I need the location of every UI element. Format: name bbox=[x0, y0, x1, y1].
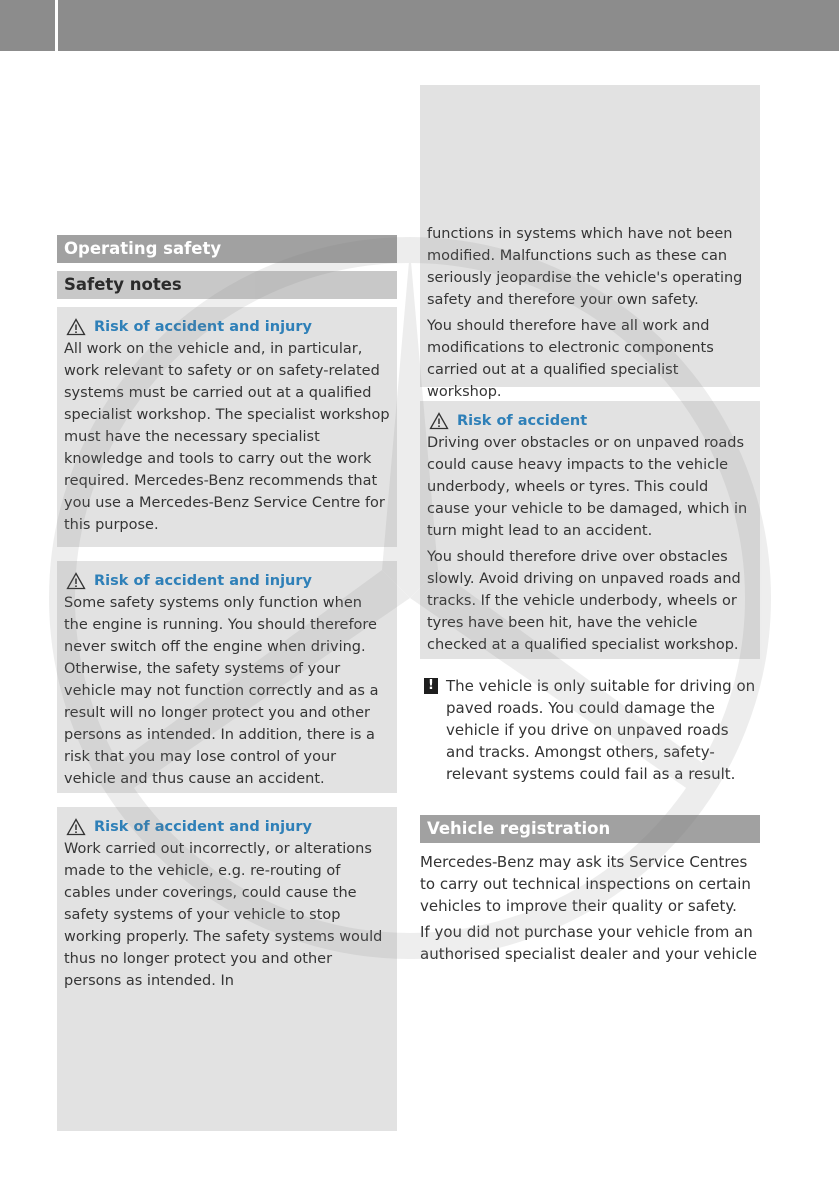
warning-title: Risk of accident and injury bbox=[94, 319, 312, 335]
warning-text: Driving over obstacles or on unpaved roads could cause heavy impacts to the vehicle underbody, wheels or tyres. This could cause your vehicle to be damaged, which in turn might lead to an accident. bbox=[427, 435, 748, 539]
warning-title: Risk of accident and injury bbox=[94, 819, 312, 835]
subsection-heading-safety-notes: Safety notes bbox=[57, 271, 397, 299]
body-paragraph: If you did not purchase your vehicle from an authorised specialist dealer and your vehicle bbox=[420, 923, 758, 963]
continued-warning-box bbox=[420, 85, 760, 400]
warning-box-3 bbox=[57, 807, 397, 1131]
warning-text: All work on the vehicle and, in particular, work relevant to safety or on safety-related systems must be carried out at a qualified specialist workshop. The specialist workshop must have the necessary specialist knowledge and tools to carry out the work required. Mercedes-Benz recommends that you use a Mercedes-Benz Service Centre for this purpose. bbox=[64, 341, 390, 533]
warning-title-row bbox=[427, 410, 753, 432]
body-paragraph: Mercedes-Benz may ask its Service Centres to carry out technical inspections on certain vehicles to improve their quality or safety. bbox=[420, 853, 751, 915]
section-heading-vehicle-registration: Vehicle registration bbox=[420, 815, 760, 843]
warning-triangle-icon bbox=[66, 818, 86, 836]
page-header-bar bbox=[0, 0, 839, 51]
header-divider bbox=[55, 0, 58, 51]
warning-box-2 bbox=[57, 561, 397, 793]
warning-box-accident bbox=[420, 401, 760, 659]
warning-text: You should therefore drive over obstacles slowly. Avoid driving on unpaved roads and tracks. If the vehicle underbody, wheels or tyres have been hit, have the vehicle checked at a qualified specialist workshop. bbox=[427, 549, 741, 653]
warning-text: You should therefore have all work and modifications to electronic components carried out at a qualified specialist workshop. bbox=[427, 318, 714, 400]
warning-title-row bbox=[64, 316, 390, 338]
warning-text: Some safety systems only function when the engine is running. You should therefore never switch off the engine when driving. Otherwise, the safety systems of your vehicle may not function correctly and as a result will no longer protect you and other persons as intended. In addition, there is a risk that you may lose control of your vehicle and thus cause an accident. bbox=[64, 595, 379, 787]
registration-body bbox=[420, 851, 760, 965]
note-text: The vehicle is only suitable for driving on paved roads. You could damage the vehicle if you drive on unpaved roads and tracks. Amongst others, safety-relevant systems could fail as a result. bbox=[446, 677, 756, 783]
damage-note bbox=[420, 675, 760, 787]
warning-triangle-icon bbox=[429, 412, 449, 430]
warning-triangle-icon bbox=[66, 572, 86, 590]
warning-triangle-icon bbox=[66, 318, 86, 336]
exclamation-icon: ! bbox=[424, 678, 438, 694]
warning-title: Risk of accident bbox=[457, 413, 588, 429]
warning-box-1 bbox=[57, 307, 397, 547]
left-column bbox=[57, 235, 397, 1131]
warning-title-row bbox=[64, 570, 390, 592]
warning-text: Work carried out incorrectly, or alterations made to the vehicle, e.g. re-routing of cables under coverings, could cause the safety systems of your vehicle to stop working properly. The safety systems would thus no longer protect you and other persons as intended. In bbox=[64, 841, 383, 989]
warning-title: Risk of accident and injury bbox=[94, 573, 312, 589]
warning-title-row bbox=[64, 816, 390, 838]
right-column bbox=[420, 85, 760, 965]
warning-text: functions in systems which have not been modified. Malfunctions such as these can seriously jeopardise the vehicle's operating safety and therefore your own safety. bbox=[427, 226, 743, 308]
section-heading-operating-safety: Operating safety bbox=[57, 235, 397, 263]
